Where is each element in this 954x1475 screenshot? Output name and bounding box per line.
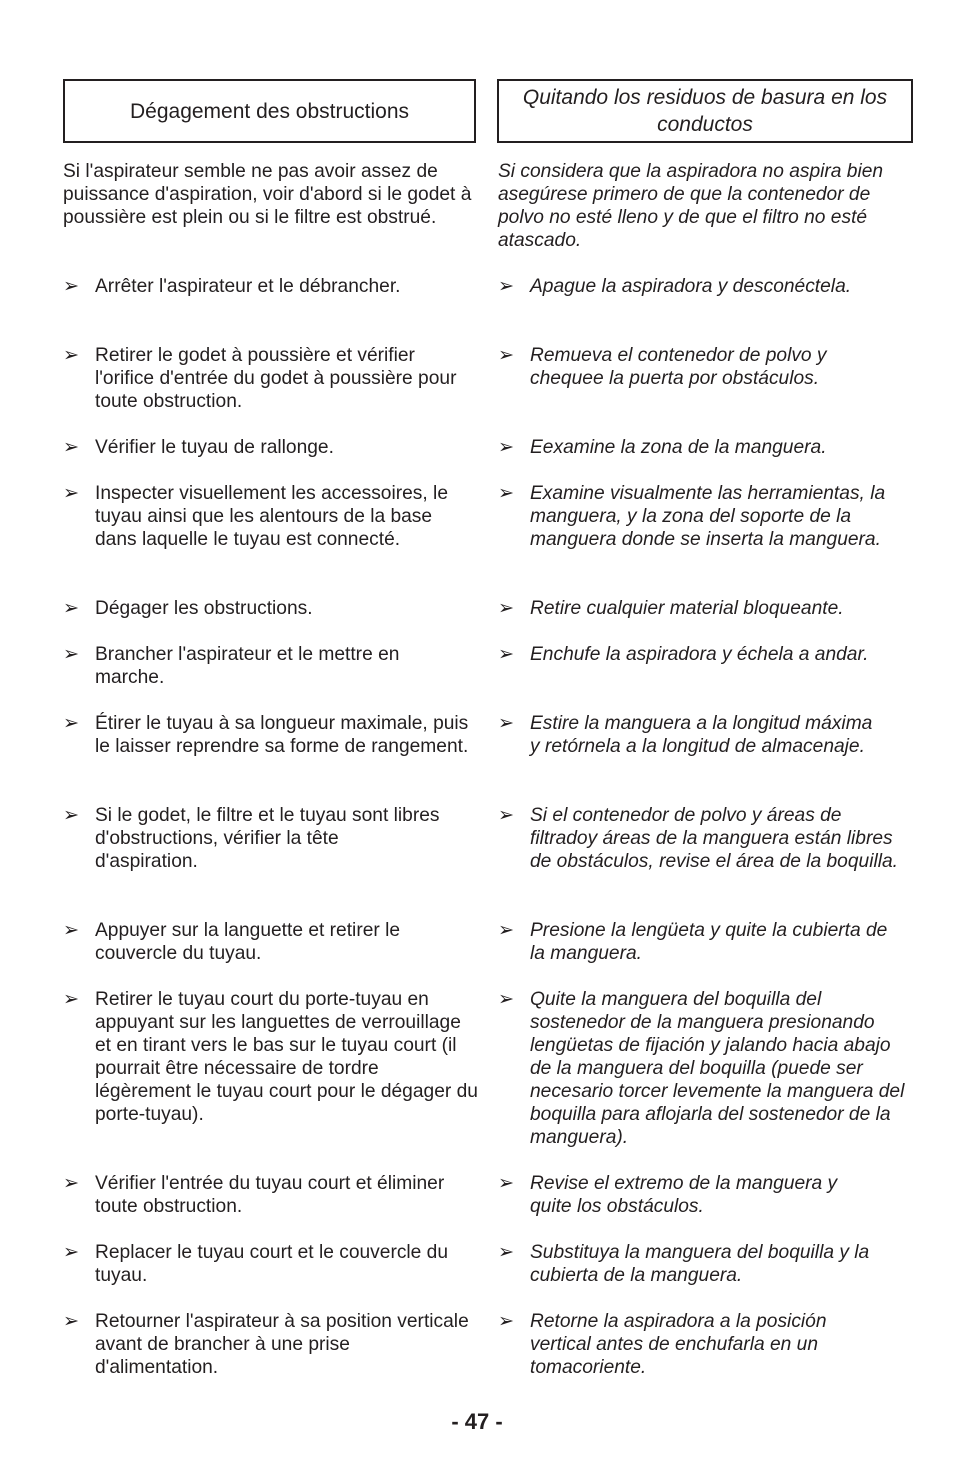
french-step-text: Dégager les obstructions. <box>95 598 313 619</box>
french-step <box>63 275 481 298</box>
bullet-arrow-icon: ➢ <box>63 989 80 1010</box>
french-step-text: Retirer le tuyau court du porte-tuyau en appuyant sur les languettes de verrouillage et en tirant vers le bas sur le tuyau court (il pourrait être nécessaire de tordre légèrement le tuyau court pour le dégager du porte-tuyau). <box>95 989 478 1125</box>
spanish-step-text: Revise el extremo de la manguera y quite los obstáculos. <box>530 1173 838 1217</box>
bullet-arrow-icon: ➢ <box>498 437 515 458</box>
spanish-step <box>498 1241 914 1287</box>
french-section-header <box>63 79 476 143</box>
bullet-arrow-icon: ➢ <box>498 920 515 941</box>
bullet-arrow-icon: ➢ <box>498 1311 515 1332</box>
spanish-step-text: Substituya la manguera del boquilla y la cubierta de la manguera. <box>530 1242 870 1286</box>
spanish-section-header <box>497 79 913 143</box>
spanish-step-text: Si el contenedor de polvo y áreas de filtradoy áreas de la manguera están libres de obstáculos, revise el área de la boquilla. <box>530 805 898 872</box>
spanish-step <box>498 919 904 965</box>
bullet-arrow-icon: ➢ <box>63 437 80 458</box>
spanish-step-text: Enchufe la aspiradora y échela a andar. <box>530 644 869 665</box>
bullet-arrow-icon: ➢ <box>498 1173 515 1194</box>
bullet-arrow-icon: ➢ <box>498 805 515 826</box>
french-step-text: Vérifier le tuyau de rallonge. <box>95 437 334 458</box>
bullet-arrow-icon: ➢ <box>498 345 515 366</box>
french-step-text: Appuyer sur la languette et retirer le couvercle du tuyau. <box>95 920 401 964</box>
french-step <box>63 712 469 758</box>
spanish-step-text: Estire la manguera a la longitud máxima y retórnela a la longitud de almacenaje. <box>530 713 873 757</box>
french-step <box>63 1310 473 1379</box>
spanish-step-text: Apague la aspiradora y desconéctela. <box>530 276 852 297</box>
bullet-arrow-icon: ➢ <box>498 483 515 504</box>
bullet-arrow-icon: ➢ <box>498 644 515 665</box>
bullet-arrow-icon: ➢ <box>63 598 80 619</box>
french-step-text: Vérifier l'entrée du tuyau court et éliminer toute obstruction. <box>95 1173 445 1217</box>
bullet-arrow-icon: ➢ <box>498 276 515 297</box>
spanish-section-title: Quitando los residuos de basura en los conductos <box>522 86 888 136</box>
spanish-step <box>498 804 898 873</box>
french-step-text: Inspecter visuellement les accessoires, le tuyau ainsi que les alentours de la base dans laquelle le tuyau est connecté. <box>95 483 448 550</box>
bullet-arrow-icon: ➢ <box>63 1311 80 1332</box>
bullet-arrow-icon: ➢ <box>63 1173 80 1194</box>
french-step-text: Étirer le tuyau à sa longueur maximale, puis le laisser reprendre sa forme de rangement. <box>95 713 469 757</box>
spanish-step-text: Eexamine la zona de la manguera. <box>530 437 827 458</box>
bullet-arrow-icon: ➢ <box>63 1242 80 1263</box>
spanish-step-text: Remueva el contenedor de polvo y chequee la puerta por obstáculos. <box>530 345 827 389</box>
spanish-step-text: Retire cualquier material bloqueante. <box>530 598 844 619</box>
french-step-text: Brancher l'aspirateur et le mettre en marche. <box>95 644 400 688</box>
bullet-arrow-icon: ➢ <box>63 483 80 504</box>
bullet-arrow-icon: ➢ <box>63 713 80 734</box>
french-step <box>63 597 475 620</box>
french-step-text: Retourner l'aspirateur à sa position verticale avant de brancher à une prise d'alimentation. <box>95 1311 469 1378</box>
bullet-arrow-icon: ➢ <box>63 805 80 826</box>
french-step <box>63 919 445 965</box>
french-intro: Si l'aspirateur semble ne pas avoir assez de puissance d'aspiration, voir d'abord si le godet à poussière est plein ou si le filtre est obstrué. <box>63 161 472 228</box>
bullet-arrow-icon: ➢ <box>498 713 515 734</box>
spanish-step <box>498 988 914 1149</box>
spanish-step <box>498 643 912 666</box>
spanish-column <box>498 160 918 1390</box>
spanish-step-text: Presione la lengüeta y quite la cubierta de la manguera. <box>530 920 888 964</box>
spanish-step <box>498 482 912 551</box>
bullet-arrow-icon: ➢ <box>498 598 515 619</box>
french-step-text: Retirer le godet à poussière et vérifier l'orifice d'entrée du godet à poussière pour toute obstruction. <box>95 345 457 412</box>
french-step <box>63 436 475 459</box>
bullet-arrow-icon: ➢ <box>498 989 515 1010</box>
spanish-step <box>498 712 880 758</box>
french-step <box>63 643 445 689</box>
bullet-arrow-icon: ➢ <box>63 345 80 366</box>
french-section-title: Dégagement des obstructions <box>130 99 409 123</box>
spanish-step <box>498 1310 876 1379</box>
french-step <box>63 988 479 1126</box>
spanish-intro: Si considera que la aspiradora no aspira bien asegúrese primero de que la contenedor de polvo no esté lleno y de que el filtro no esté atascado. <box>498 161 884 251</box>
spanish-step <box>498 344 890 390</box>
bullet-arrow-icon: ➢ <box>63 644 80 665</box>
french-step-text: Si le godet, le filtre et le tuyau sont libres d'obstructions, vérifier la tête d'aspiration. <box>95 805 440 872</box>
french-step <box>63 804 441 873</box>
french-step <box>63 1172 455 1218</box>
french-step <box>63 1241 475 1287</box>
spanish-step <box>498 275 916 298</box>
spanish-step <box>498 436 900 459</box>
french-step-text: Arrêter l'aspirateur et le débrancher. <box>95 276 401 297</box>
french-step <box>63 482 475 551</box>
spanish-step-text: Quite la manguera del boquilla del sostenedor de la manguera presionando lengüetas de fijación y jalando hacia abajo de la manguera del boquilla (puede ser necesario torcer levemente la manguera del boquilla para aflojarla del sostenedor de la manguera). <box>530 989 905 1148</box>
page-number: - 47 - <box>451 1409 503 1434</box>
french-column <box>63 160 481 1390</box>
french-step-text: Replacer le tuyau court et le couvercle du tuyau. <box>95 1242 449 1286</box>
spanish-step-text: Examine visualmente las herramientas, la manguera, y la zona del soporte de la manguera donde se inserta la manguera. <box>530 483 886 550</box>
spanish-step <box>498 1172 880 1218</box>
bullet-arrow-icon: ➢ <box>63 276 80 297</box>
spanish-step <box>498 597 912 620</box>
spanish-step-text: Retorne la aspiradora a la posición vertical antes de enchufarla en un tomacoriente. <box>530 1311 827 1378</box>
french-step <box>63 344 475 413</box>
bullet-arrow-icon: ➢ <box>63 920 80 941</box>
bullet-arrow-icon: ➢ <box>498 1242 515 1263</box>
